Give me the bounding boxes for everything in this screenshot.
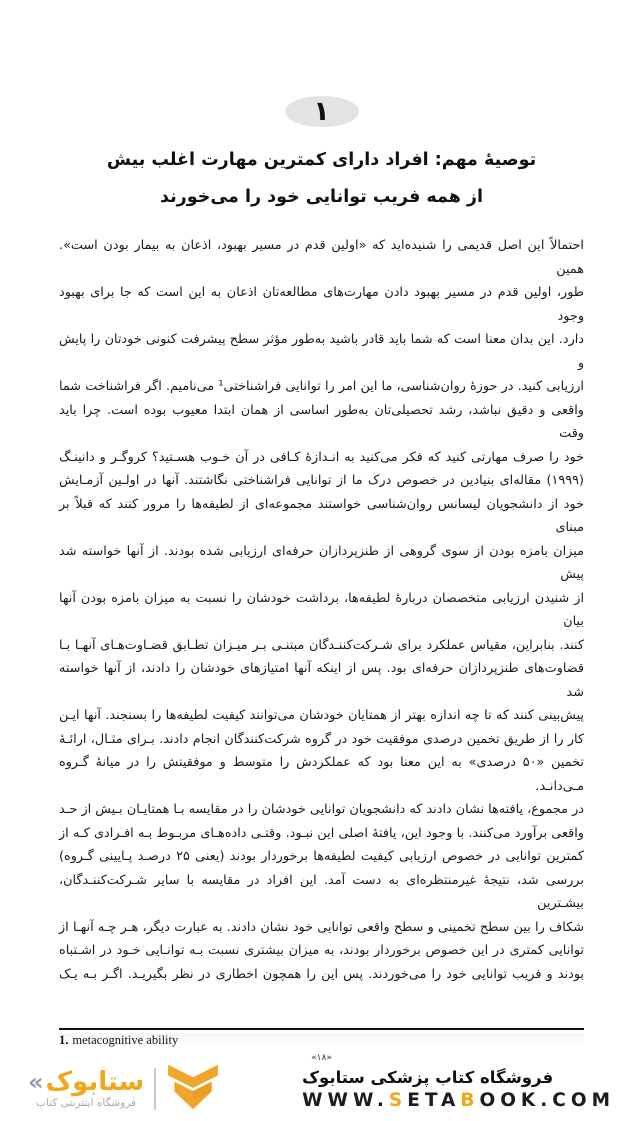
- body-line: دارد. این بدان معنا است که شما باید قادر باشید به‌طور مؤثر سطح پیشرفت کنونی خودتان را پایش و: [59, 332, 584, 371]
- body-line: تخمین «۵۰ درصدی» به این معنا بود که عملکردش را متوسط و موفقیتش را در میانهٔ گـروه مـی‌دانـد.: [59, 755, 584, 794]
- body-line: پیش‌بینی کنند که تا چه اندازه بهتر از همتایان خودشان می‌توانند کیفیت لطیفه‌ها را بسنجند. آنها ایـن: [59, 708, 584, 723]
- logo-wordmark: [28, 1069, 144, 1095]
- logo-brand-text: ستابوک: [45, 1067, 145, 1097]
- body-line: ارزیابی کنید. در حوزهٔ روان‌شناسی، ما این امر را توانایی فراشناختی¹ می‌نامیم. اگر فراشناخت شما: [59, 379, 584, 394]
- body-line: کمترین توانایی در خصوص ارزیابی کیفیت لطیفه‌ها برخوردار بودند (یعنی ۲۵ درصـد پـایینی گـروه): [59, 849, 584, 864]
- body-line: بودند و فریب توانایی خود را می‌خوردند. پس این را همچون اخطاری در نظر بگیریـد. اگـر بـه یـک: [59, 966, 584, 982]
- footer-url-part: B: [460, 1089, 480, 1111]
- footer-url-part: ETA: [407, 1089, 461, 1111]
- body-line: در مجموع، یافته‌ها نشان دادند که دانشجویان توانایی خودشان را در مقایسه بـا همتایـان بـیش از حـد: [59, 802, 584, 817]
- chapter-number: ۱: [313, 96, 330, 127]
- body-line: خود از دانشجویان لیسانس روان‌شناسی خواستند مجموعه‌ای از لطیفه‌ها را مرور کنند که قبلاً بر مبنای: [59, 496, 584, 535]
- body-line: میزان بامزه بودن از سوی گروهی از طنزپردازان حرفه‌ای ارزیابی شده بودند. از آنها خواسته شد پیش: [59, 543, 584, 582]
- logo-text-column: [28, 1069, 144, 1109]
- footnote-marker: 1.: [59, 1033, 69, 1047]
- footer-banner: [0, 1063, 643, 1121]
- logo-tagline: فروشگاه اینترنتی کتاب: [36, 1097, 137, 1109]
- footer-url: [302, 1090, 615, 1111]
- body-line: خود را صرف مهارتی کنید که فکر می‌کنید به انـدازهٔ کـافی در آن خـوب هسـتید؟ کروگـر و دانینـگ: [59, 449, 584, 465]
- store-name: فروشگاه کتاب پزشکی ستابوک: [302, 1067, 554, 1087]
- page-number: «۱۸»: [311, 1053, 332, 1063]
- body-line: کار را از طریق تخمین درصدی موفقیت خود در گروه شرکت‌کنندگان انجام دادند. بـرای مثـال، ارائـهٔ: [59, 731, 584, 747]
- double-chevron-icon: [166, 1063, 220, 1115]
- footer-url-part: WWW.: [302, 1089, 389, 1111]
- body-line: طور، اولین قدم در مسیر بهبود دادن مهارت‌های مطالعه‌تان اذعان به این است که جا برای بهبود وجود: [59, 285, 584, 324]
- body-line: واقعی و دقیق نباشد، رشد تحصیلی‌تان به‌طور اساسی از همان ابتدا معیوب بوده است. چرا باید وقت: [59, 402, 584, 441]
- logo-guillemet: «: [28, 1068, 44, 1096]
- body-paragraph: [59, 234, 584, 986]
- body-line: قضاوت‌های طنزپردازان حرفه‌ای بود. پس از اینکه آنها امتیازهای خودشان را دادند، از آنها خواسته شد: [59, 661, 584, 700]
- body-line: توانایی کمتری در این خصوص برخوردار بودند، به میزان بیشتری نسبت بـه توانـایی خـود در اشـتباه: [59, 943, 584, 958]
- footer-url-part: OOK.COM: [479, 1089, 615, 1111]
- chapter-number-badge: [285, 96, 359, 127]
- body-line: واقعی برآورد می‌کنند. با وجود این، یافتهٔ اصلی این نبـود. وقتـی داده‌هـای مربـوط بـه افـرادی کـه از: [59, 825, 584, 841]
- chapter-title: [0, 142, 643, 216]
- body-line: احتمالاً این اصل قدیمی را شنیده‌اید که «اولین قدم در مسیر بهبود، اذعان به بیمار بودن است». همین: [59, 238, 584, 277]
- store-info: [302, 1068, 615, 1111]
- body-line: (۱۹۹۹) مقاله‌ای بنیادین در خصوص درک ما از توانایی فراشناختی نگاشتند. آنها در اولـین آزمـایش: [59, 473, 584, 488]
- body-line: شکاف را بین سطح تخمینی و سطح واقعی توانایی خود نشان دادند. به عبارت دیگر، هـر چـه آنهـا از: [59, 919, 584, 935]
- body-line: بررسی شد، نتیجهٔ غیرمنتظره‌ای به دست آمد. این افراد در مقایسه با سایر شـرکت‌کننـدگان، بیشـترین: [59, 872, 584, 911]
- footer-url-part: S: [388, 1089, 408, 1111]
- footnote: [59, 1033, 584, 1048]
- body-line: کنند. بنابراین، مقیاس عملکرد برای شـرکت‌کننـدگان مبتنـی بـر میـزان تطـابق قضـاوت‌هـای آنهـا بـا: [59, 637, 584, 653]
- chapter-title-line2: از همه فریب توانایی خود را می‌خورند: [159, 187, 484, 207]
- body-line: از شنیدن ارزیابی متخصصان دربارهٔ لطیفه‌ها، برداشت خودشان را نسبت به میزان بامزه بودن آنها بیان: [59, 590, 584, 629]
- logo-divider: [154, 1068, 156, 1110]
- footnote-divider: [59, 1028, 584, 1030]
- footnote-text: metacognitive ability: [72, 1033, 179, 1047]
- chapter-title-line1: توصیهٔ مهم: افراد دارای کمترین مهارت اغلب بیش: [106, 150, 537, 170]
- setabook-logo: [28, 1063, 220, 1115]
